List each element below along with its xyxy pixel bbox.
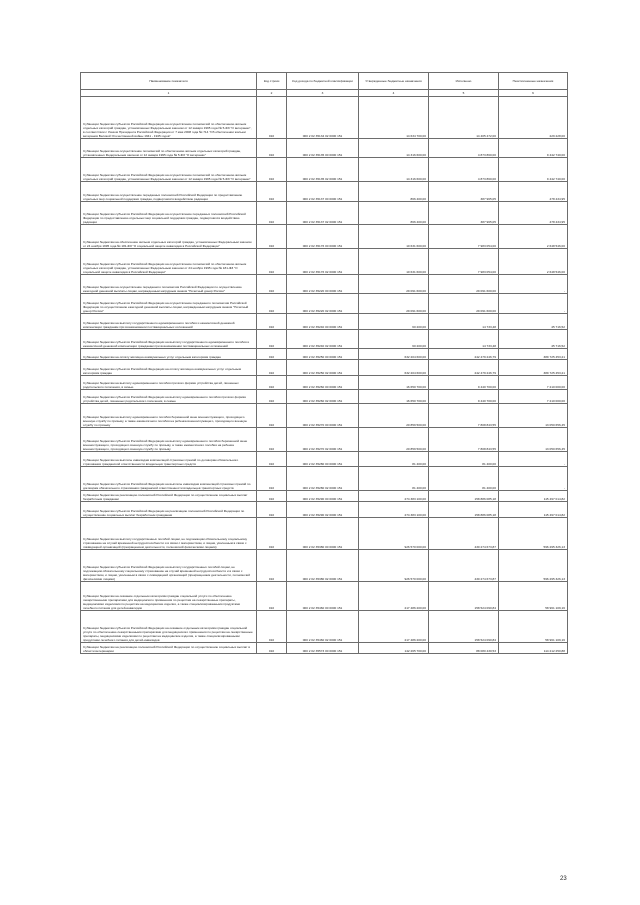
cell-executed: 242 479 246,79: [429, 360, 499, 376]
header-name: Наименование показателя: [81, 73, 257, 90]
cell-code: 010: [257, 467, 287, 491]
column-index: 2: [257, 90, 287, 97]
cell-code: 010: [257, 275, 287, 294]
cell-approved: 16 650 700,00: [359, 376, 429, 390]
cell-code: 010: [257, 294, 287, 314]
cell-approved: 60 200,00: [359, 330, 429, 349]
cell-name: Субвенции бюджетам на выплату единовременного пособия беременной жене военнослужащего, проходящего военную службу по призыву, а также ежемесячного пособия на ребенка военнослужащего, проходящего военную службу по призыву: [81, 404, 257, 428]
cell-bcode: 000 2 02 35270 02 0000 151: [287, 428, 359, 452]
budget-report-table: [80, 72, 568, 654]
cell-executed: 14 733,48: [429, 330, 499, 349]
cell-executed: 158 524 090,84: [429, 611, 499, 643]
cell-code: 010: [257, 502, 287, 518]
cell-bcode: 000 2 02 35176 02 0000 151: [287, 249, 359, 275]
cell-approved: 20 859 500,00: [359, 404, 429, 428]
cell-code: 010: [257, 182, 287, 202]
cell-name: Субвенции бюджетам на реализацию полномочий Российской Федерации по осуществлению социальных выплат безработным гражданам: [81, 491, 257, 502]
table-row: [81, 139, 568, 158]
cell-executed: 7 983 054,00: [429, 225, 499, 249]
table-row: [81, 202, 568, 225]
cell-bcode: 000 2 02 35135 02 0000 151: [287, 158, 359, 182]
cell-executed: 14 733,48: [429, 314, 499, 330]
cell-name: Субвенции бюджетам субъектов Российской Федерации на оказание отдельным категориям граждан социальной услуги по обеспечению лекарственными препаратами для медицинского применения по рецептам на лекарственные препараты, медицинскими изделиями по рецептам на медицинские изделия, а также специализированными продуктами лечебного питания для детей-инвалидов: [81, 611, 257, 643]
cell-remaining: 58 961 109,16: [499, 582, 568, 611]
cell-name: Субвенции бюджетам на осуществление переданного полномочия Российской Федерации по осуществлению ежегодной денежной выплаты лицам, награжденным нагрудным знаком "Почетный донор России": [81, 275, 257, 294]
cell-executed: 242 479 246,79: [429, 349, 499, 360]
cell-code: 010: [257, 249, 287, 275]
cell-approved: 217 486 200,00: [359, 582, 429, 611]
cell-code: 010: [257, 404, 287, 428]
table-row: [81, 491, 568, 502]
cell-remaining: 45 716,52: [499, 314, 568, 330]
table-row: [81, 225, 568, 249]
cell-remaining: 58 961 109,16: [499, 611, 568, 643]
cell-bcode: 000 2 02 35280 00 0000 151: [287, 452, 359, 467]
table-row: [81, 249, 568, 275]
table-row: [81, 97, 568, 139]
header-executed: Исполнено: [429, 73, 499, 90]
cell-remaining: 2 648 546,00: [499, 225, 568, 249]
header-approved: Утвержденные бюджетные назначения: [359, 73, 429, 90]
cell-executed: 158 524 090,84: [429, 582, 499, 611]
cell-name: Субвенции бюджетам субъектов Российской Федерации на выплату единовременного пособия при всех формах устройства детей, лишенных родительского попечения, в семью: [81, 390, 257, 404]
cell-approved: 926 570 000,00: [359, 550, 429, 582]
column-index: 1: [81, 90, 257, 97]
cell-remaining: 115 497 014,82: [499, 502, 568, 518]
table-row: [81, 275, 568, 294]
cell-remaining: -: [499, 294, 568, 314]
cell-bcode: 000 2 02 35220 00 0000 151: [287, 275, 359, 294]
cell-remaining: -: [499, 452, 568, 467]
cell-executed: 81 400,00: [429, 467, 499, 491]
cell-approved: 29 091 600,00: [359, 275, 429, 294]
cell-approved: 81 400,00: [359, 467, 429, 491]
cell-executed: 4 873 860,00: [429, 139, 499, 158]
column-index-row: [81, 90, 568, 97]
cell-approved: 632 204 600,00: [359, 349, 429, 360]
cell-name: Субвенции бюджетам субъектов Российской Федерации на выплату государственного единовременного пособия и ежемесячной денежной компенсации гражданам при возникновении поствакцинальных осложнений: [81, 330, 257, 349]
column-index: 6: [499, 90, 568, 97]
cell-executed: 4 873 860,00: [429, 158, 499, 182]
cell-approved: 16 650 700,00: [359, 390, 429, 404]
cell-name: Субвенции бюджетам на осуществление полномочий по обеспечению жильем отдельных категорий граждан, установленных Федеральным законом от 12 января 1995 года № 5-ФЗ "О ветеранах": [81, 139, 257, 158]
cell-name: Субвенции бюджетам на выплату государственного единовременного пособия и ежемесячной денежной компенсации гражданам при возникновении поствакцинальных осложнений: [81, 314, 257, 330]
cell-code: 010: [257, 202, 287, 225]
cell-name: Субвенции бюджетам субъектов Российской Федерации на реализацию полномочий Российской Федерации по осуществлению социальных выплат безработным гражданам: [81, 502, 257, 518]
cell-approved: 217 486 200,00: [359, 611, 429, 643]
table-row: [81, 390, 568, 404]
cell-executed: 7 808 843,55: [429, 404, 499, 428]
cell-bcode: 000 2 02 35290 02 0000 151: [287, 502, 359, 518]
table-row: [81, 349, 568, 360]
cell-remaining: 389 725 453,21: [499, 360, 568, 376]
table-row: [81, 376, 568, 390]
cell-approved: 29 091 600,00: [359, 294, 429, 314]
cell-bcode: 000 2 02 35270 00 0000 151: [287, 404, 359, 428]
cell-remaining: 45 716,52: [499, 330, 568, 349]
cell-remaining: 596 295 326,13: [499, 550, 568, 582]
cell-remaining: 2 648 546,00: [499, 249, 568, 275]
cell-remaining: 7 210 000,00: [499, 376, 568, 390]
cell-name: Субвенции бюджетам субъектов Российской Федерации на осуществление полномочий по обеспечению жильем отдельных категорий граждан, установленных Федеральным законом от 24 ноября 1995 года № 181-ФЗ "О социальной защите инвалидов в Российской Федерации": [81, 249, 257, 275]
header-budget-code: Код дохода по бюджетной классификации: [287, 73, 359, 90]
cell-remaining: 114 212 250,88: [499, 643, 568, 654]
cell-code: 010: [257, 550, 287, 582]
cell-remaining: 229 228,00: [499, 97, 568, 139]
cell-name: Субвенции бюджетам субъектов Российской Федерации на осуществление полномочий по обеспечению жильем отдельных категорий граждан, установленных Федеральным законом от 12 января 1995 года № 5-ФЗ "О ветеранах", в соответствии с Указом Президента Российской Федерации от 7 мая 2008 года № 714 "Об обеспечении жильем ветеранов Великой Отечественной войны 1941 - 1945 годов": [81, 97, 257, 139]
column-index: 3: [287, 90, 359, 97]
table-row: [81, 428, 568, 452]
cell-code: 010: [257, 518, 287, 550]
cell-bcode: 000 2 02 35240 00 0000 151: [287, 314, 359, 330]
cell-name: Субвенции бюджетам на обеспечение жильем отдельных категорий граждан, установленных Федеральным законом от 24 ноября 1995 года № 181-ФЗ "О социальной защите инвалидов в Российской Федерации": [81, 225, 257, 249]
cell-bcode: 000 2 02 35573 00 0000 151: [287, 643, 359, 654]
cell-bcode: 000 2 02 35250 00 0000 151: [287, 349, 359, 360]
cell-approved: 10 631 600,00: [359, 249, 429, 275]
cell-remaining: 115 497 014,82: [499, 491, 568, 502]
cell-approved: 20 859 500,00: [359, 428, 429, 452]
cell-code: 010: [257, 376, 287, 390]
cell-code: 010: [257, 611, 287, 643]
cell-bcode: 000 2 02 35135 00 0000 151: [287, 139, 359, 158]
cell-bcode: 000 2 02 35380 00 0000 151: [287, 518, 359, 550]
cell-executed: 81 400,00: [429, 452, 499, 467]
cell-name: Субвенции бюджетам субъектов Российской Федерации на осуществление переданного полномочия Российской Федерации по осуществлению ежегодной денежной выплаты лицам, награжденным нагрудным знаком "Почетный донор России": [81, 294, 257, 314]
cell-remaining: 596 295 326,13: [499, 518, 568, 550]
cell-executed: 7 808 843,55: [429, 428, 499, 452]
cell-remaining: 9 442 740,00: [499, 139, 568, 158]
table-row: [81, 502, 568, 518]
cell-name: Субвенции бюджетам субъектов Российской Федерации на оплату жилищно-коммунальных услуг отдельным категориям граждан: [81, 360, 257, 376]
cell-approved: 14 316 600,00: [359, 158, 429, 182]
cell-code: 010: [257, 491, 287, 502]
cell-name: Субвенции бюджетам субъектов Российской Федерации на выплаты инвалидам компенсаций страховых премий по договорам обязательного страхования гражданской ответственности владельцев транспортных средств: [81, 467, 257, 491]
cell-code: 010: [257, 360, 287, 376]
cell-bcode: 000 2 02 35280 02 0000 151: [287, 467, 359, 491]
cell-code: 010: [257, 582, 287, 611]
cell-name: Субвенции бюджетам субъектов Российской Федерации на выплату государственных пособий лицам, не подлежащим обязательному социальному страхованию на случай временной нетрудоспособности и в связи с материнством, и лицам, уволенным в связи с ликвидацией организаций (прекращением деятельности, полномочий физическими лицами): [81, 550, 257, 582]
cell-executed: 9 440 700,00: [429, 376, 499, 390]
cell-remaining: 13 050 656,45: [499, 404, 568, 428]
cell-bcode: 000 2 02 35240 02 0000 151: [287, 330, 359, 349]
column-index: 5: [429, 90, 499, 97]
table-body: [81, 97, 568, 654]
cell-bcode: 000 2 02 35134 02 0000 151: [287, 97, 359, 139]
table-row: [81, 550, 568, 582]
table-row: [81, 314, 568, 330]
cell-name: Субвенции бюджетам субъектов Российской Федерации на осуществление переданных полномочий Российской Федерации по предоставлению отдельных мер социальной поддержки граждан, подвергшихся воздействию радиации: [81, 202, 257, 225]
cell-approved: 866 400,00: [359, 202, 429, 225]
cell-remaining: 389 725 453,21: [499, 349, 568, 360]
cell-bcode: 000 2 02 35137 02 0000 151: [287, 202, 359, 225]
cell-executed: 158 886 085,18: [429, 491, 499, 502]
cell-remaining: -: [499, 467, 568, 491]
cell-name: Субвенции бюджетам на выплату государственных пособий лицам, не подлежащим обязательному социальному страхованию на случай временной нетрудоспособности и в связи с материнством, и лицам, уволенным в связи с ликвидацией организаций (прекращением деятельности, полномочий физическими лицами): [81, 518, 257, 550]
page-number: 23: [560, 876, 567, 882]
cell-name: Субвенции бюджетам на выплаты инвалидам компенсаций страховых премий по договорам обязательного страхования гражданской ответственности владельцев транспортных средств: [81, 452, 257, 467]
cell-bcode: 000 2 02 35137 00 0000 151: [287, 182, 359, 202]
cell-code: 010: [257, 158, 287, 182]
cell-bcode: 000 2 02 35260 02 0000 151: [287, 390, 359, 404]
cell-name: Субвенции бюджетам субъектов Российской Федерации на выплату единовременного пособия беременной жене военнослужащего, проходящего военную службу по призыву, а также ежемесячного пособия на ребенка военнослужащего, проходящего военную службу по призыву: [81, 428, 257, 452]
cell-executed: 387 965,05: [429, 182, 499, 202]
cell-approved: 274 383 100,00: [359, 502, 429, 518]
cell-code: 010: [257, 390, 287, 404]
cell-executed: 387 965,05: [429, 202, 499, 225]
cell-code: 010: [257, 643, 287, 654]
cell-executed: 29 091 600,00: [429, 294, 499, 314]
cell-approved: 60 200,00: [359, 314, 429, 330]
cell-remaining: 478 434,95: [499, 202, 568, 225]
cell-approved: 632 204 600,00: [359, 360, 429, 376]
column-index: 4: [359, 90, 429, 97]
cell-code: 010: [257, 428, 287, 452]
table-row: [81, 158, 568, 182]
table-row: [81, 330, 568, 349]
cell-remaining: -: [499, 275, 568, 294]
cell-executed: 29 091 600,00: [429, 275, 499, 294]
cell-remaining: 13 050 656,45: [499, 428, 568, 452]
cell-approved: 866 400,00: [359, 182, 429, 202]
cell-approved: 14 316 600,00: [359, 139, 429, 158]
table-header-row: [81, 73, 568, 90]
cell-remaining: 478 434,95: [499, 182, 568, 202]
cell-bcode: 000 2 02 35380 02 0000 151: [287, 550, 359, 582]
table-row: [81, 294, 568, 314]
cell-bcode: 000 2 02 35460 02 0000 151: [287, 611, 359, 643]
cell-remaining: 7 210 000,00: [499, 390, 568, 404]
cell-code: 010: [257, 225, 287, 249]
cell-executed: 88 080 430,53: [429, 643, 499, 654]
cell-code: 010: [257, 314, 287, 330]
cell-bcode: 000 2 02 35460 00 0000 151: [287, 582, 359, 611]
cell-remaining: 9 442 740,00: [499, 158, 568, 182]
table-row: [81, 518, 568, 550]
cell-approved: 81 400,00: [359, 452, 429, 467]
cell-name: Субвенции бюджетам на выплату единовременного пособия при всех формах устройства детей, лишенных родительского попечения, в семью: [81, 376, 257, 390]
cell-bcode: 000 2 02 35176 00 0000 151: [287, 225, 359, 249]
table-row: [81, 182, 568, 202]
cell-name: Субвенции бюджетам субъектов Российской Федерации на осуществление полномочий по обеспечению жильем отдельных категорий граждан, установленных Федеральным законом от 12 января 1995 года № 5-ФЗ "О ветеранах": [81, 158, 257, 182]
table-row: [81, 404, 568, 428]
cell-executed: 430 274 673,87: [429, 550, 499, 582]
cell-name: Субвенции бюджетам на оказание отдельным категориям граждан социальной услуги по обеспечению лекарственными препаратами для медицинского применения по рецептам на лекарственные препараты, медицинскими изделиями по рецептам на медицинские изделия, а также специализированными продуктами лечебного питания для детей-инвалидов: [81, 582, 257, 611]
table-row: [81, 467, 568, 491]
cell-approved: 10 631 600,00: [359, 225, 429, 249]
table-row: [81, 360, 568, 376]
cell-code: 010: [257, 139, 287, 158]
header-line-code: Код строки: [257, 73, 287, 90]
cell-bcode: 000 2 02 35250 02 0000 151: [287, 360, 359, 376]
cell-name: Субвенции бюджетам на реализацию полномочий Российской Федерации по осуществлению социальных выплат в области ветеринарии: [81, 643, 257, 654]
cell-approved: 926 570 000,00: [359, 518, 429, 550]
cell-name: Субвенции бюджетам на оплату жилищно-коммунальных услуг отдельным категориям граждан: [81, 349, 257, 360]
cell-name: Субвенции бюджетам на осуществление переданных полномочий Российской Федерации по предоставлению отдельных мер социальной поддержки граждан, подвергшихся воздействию радиации: [81, 182, 257, 202]
table-row: [81, 452, 568, 467]
cell-executed: 7 983 054,00: [429, 249, 499, 275]
cell-executed: 14 405 472,00: [429, 97, 499, 139]
cell-executed: 9 440 700,00: [429, 390, 499, 404]
cell-code: 010: [257, 97, 287, 139]
cell-bcode: 000 2 02 35290 00 0000 151: [287, 491, 359, 502]
cell-approved: 14 634 700,00: [359, 97, 429, 139]
cell-executed: 430 274 673,87: [429, 518, 499, 550]
cell-code: 010: [257, 349, 287, 360]
cell-approved: 142 265 700,00: [359, 643, 429, 654]
table-row: [81, 611, 568, 643]
cell-bcode: 000 2 02 35220 02 0000 151: [287, 294, 359, 314]
cell-code: 010: [257, 452, 287, 467]
table-row: [81, 643, 568, 654]
header-remaining: Неисполненные назначения: [499, 73, 568, 90]
cell-code: 010: [257, 330, 287, 349]
table-row: [81, 582, 568, 611]
cell-executed: 158 886 085,18: [429, 502, 499, 518]
cell-bcode: 000 2 02 35260 00 0000 151: [287, 376, 359, 390]
cell-approved: 274 383 100,00: [359, 491, 429, 502]
